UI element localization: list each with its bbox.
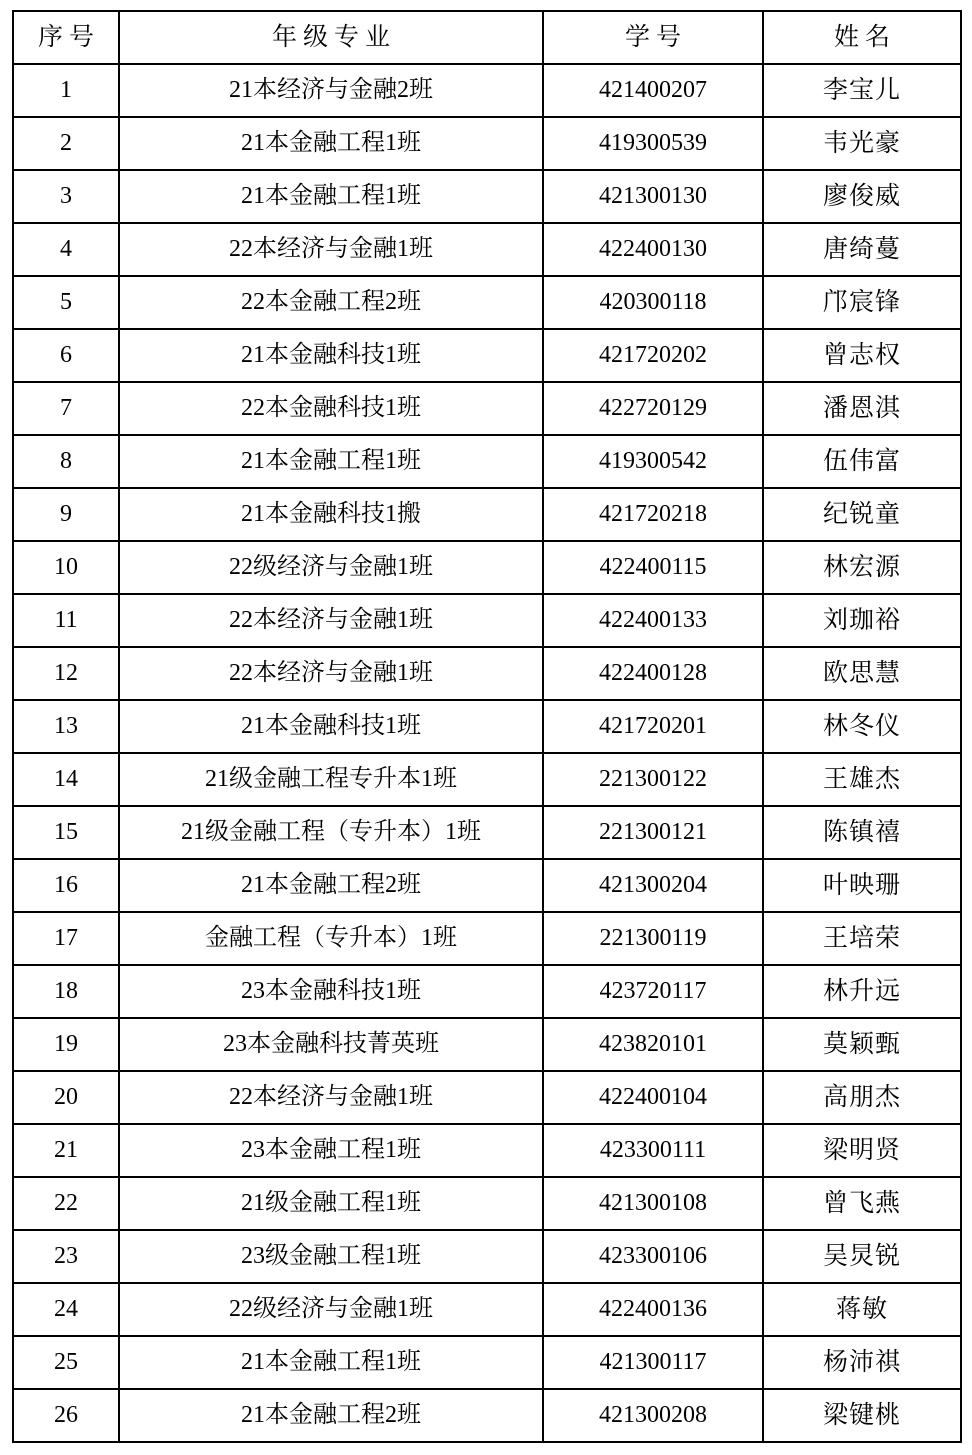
table-row [13,806,961,859]
table-row [13,912,961,965]
cell-student-id: 423300111 [543,1124,763,1177]
cell-student-id: 419300539 [543,117,763,170]
cell-index: 15 [13,806,119,859]
cell-name: 纪锐童 [763,488,961,541]
table-row [13,1071,961,1124]
cell-index: 17 [13,912,119,965]
cell-index: 10 [13,541,119,594]
cell-name: 廖俊威 [763,170,961,223]
table-row [13,1230,961,1283]
table-row [13,1389,961,1442]
cell-major: 22本金融工程2班 [119,276,543,329]
table-row [13,1336,961,1389]
cell-index: 26 [13,1389,119,1442]
cell-student-id: 419300542 [543,435,763,488]
cell-index: 19 [13,1018,119,1071]
cell-index: 14 [13,753,119,806]
cell-index: 13 [13,700,119,753]
table-row [13,594,961,647]
cell-student-id: 221300119 [543,912,763,965]
cell-name: 高朋杰 [763,1071,961,1124]
cell-name: 吴炅锐 [763,1230,961,1283]
cell-major: 21本金融工程1班 [119,1336,543,1389]
table-row [13,1177,961,1230]
cell-student-id: 221300122 [543,753,763,806]
table-row [13,170,961,223]
cell-major: 21本金融科技1搬 [119,488,543,541]
cell-student-id: 421300204 [543,859,763,912]
cell-student-id: 421300208 [543,1389,763,1442]
cell-student-id: 422400115 [543,541,763,594]
cell-name: 林宏源 [763,541,961,594]
table-row [13,1283,961,1336]
cell-index: 20 [13,1071,119,1124]
cell-name: 杨沛祺 [763,1336,961,1389]
cell-major: 21本金融科技1班 [119,329,543,382]
cell-major: 22本经济与金融1班 [119,594,543,647]
cell-student-id: 422720129 [543,382,763,435]
cell-major: 金融工程（专升本）1班 [119,912,543,965]
cell-name: 叶映珊 [763,859,961,912]
cell-name: 陈镇禧 [763,806,961,859]
cell-index: 21 [13,1124,119,1177]
column-header-index: 序号 [13,11,119,64]
table-row [13,382,961,435]
table-row [13,647,961,700]
cell-name: 梁键桃 [763,1389,961,1442]
cell-student-id: 421300117 [543,1336,763,1389]
cell-major: 22本经济与金融1班 [119,223,543,276]
cell-name: 唐绮蔓 [763,223,961,276]
table-row [13,965,961,1018]
cell-student-id: 422400104 [543,1071,763,1124]
cell-student-id: 421400207 [543,64,763,117]
cell-major: 22本经济与金融1班 [119,1071,543,1124]
cell-name: 欧思慧 [763,647,961,700]
table-row [13,1124,961,1177]
cell-index: 11 [13,594,119,647]
cell-name: 林升远 [763,965,961,1018]
cell-name: 曾飞燕 [763,1177,961,1230]
cell-student-id: 421720218 [543,488,763,541]
table-row [13,64,961,117]
table-row [13,223,961,276]
cell-major: 23级金融工程1班 [119,1230,543,1283]
table-row [13,541,961,594]
cell-name: 伍伟富 [763,435,961,488]
cell-major: 23本金融工程1班 [119,1124,543,1177]
cell-index: 25 [13,1336,119,1389]
table-row [13,859,961,912]
cell-name: 莫颖甄 [763,1018,961,1071]
cell-major: 21级金融工程专升本1班 [119,753,543,806]
cell-index: 3 [13,170,119,223]
cell-major: 21本经济与金融2班 [119,64,543,117]
cell-name: 王培荣 [763,912,961,965]
table-row [13,488,961,541]
cell-index: 9 [13,488,119,541]
table-row [13,117,961,170]
cell-index: 24 [13,1283,119,1336]
student-roster-table [12,10,962,1443]
cell-major: 21本金融工程1班 [119,435,543,488]
table-header-row [13,11,961,64]
cell-major: 23本金融科技1班 [119,965,543,1018]
column-header-student-id: 学号 [543,11,763,64]
cell-student-id: 422400133 [543,594,763,647]
table-row [13,1018,961,1071]
cell-major: 21本金融科技1班 [119,700,543,753]
cell-major: 21本金融工程1班 [119,117,543,170]
cell-index: 2 [13,117,119,170]
cell-index: 18 [13,965,119,1018]
cell-major: 21本金融工程2班 [119,859,543,912]
cell-index: 6 [13,329,119,382]
cell-student-id: 422400128 [543,647,763,700]
cell-index: 16 [13,859,119,912]
cell-name: 李宝儿 [763,64,961,117]
table-row [13,276,961,329]
cell-major: 23本金融科技菁英班 [119,1018,543,1071]
cell-name: 林冬仪 [763,700,961,753]
cell-student-id: 421720202 [543,329,763,382]
table-row [13,753,961,806]
column-header-major: 年级专业 [119,11,543,64]
cell-student-id: 423820101 [543,1018,763,1071]
cell-index: 8 [13,435,119,488]
table-row [13,435,961,488]
cell-student-id: 422400130 [543,223,763,276]
cell-major: 21本金融工程1班 [119,170,543,223]
cell-index: 23 [13,1230,119,1283]
cell-major: 22本经济与金融1班 [119,647,543,700]
cell-index: 22 [13,1177,119,1230]
cell-name: 曾志权 [763,329,961,382]
cell-major: 22级经济与金融1班 [119,1283,543,1336]
cell-major: 21本金融工程2班 [119,1389,543,1442]
cell-major: 22级经济与金融1班 [119,541,543,594]
cell-student-id: 421300108 [543,1177,763,1230]
cell-name: 梁明贤 [763,1124,961,1177]
cell-student-id: 422400136 [543,1283,763,1336]
cell-name: 潘恩淇 [763,382,961,435]
cell-student-id: 420300118 [543,276,763,329]
cell-name: 韦光豪 [763,117,961,170]
cell-major: 22本金融科技1班 [119,382,543,435]
cell-student-id: 421300130 [543,170,763,223]
cell-name: 蒋敏 [763,1283,961,1336]
cell-index: 7 [13,382,119,435]
cell-index: 1 [13,64,119,117]
cell-index: 4 [13,223,119,276]
cell-major: 21级金融工程（专升本）1班 [119,806,543,859]
cell-student-id: 421720201 [543,700,763,753]
cell-index: 12 [13,647,119,700]
cell-name: 邝宸锋 [763,276,961,329]
table-row [13,329,961,382]
cell-name: 刘珈裕 [763,594,961,647]
cell-index: 5 [13,276,119,329]
cell-student-id: 221300121 [543,806,763,859]
table-row [13,700,961,753]
column-header-name: 姓名 [763,11,961,64]
cell-student-id: 423720117 [543,965,763,1018]
cell-major: 21级金融工程1班 [119,1177,543,1230]
cell-name: 王雄杰 [763,753,961,806]
cell-student-id: 423300106 [543,1230,763,1283]
